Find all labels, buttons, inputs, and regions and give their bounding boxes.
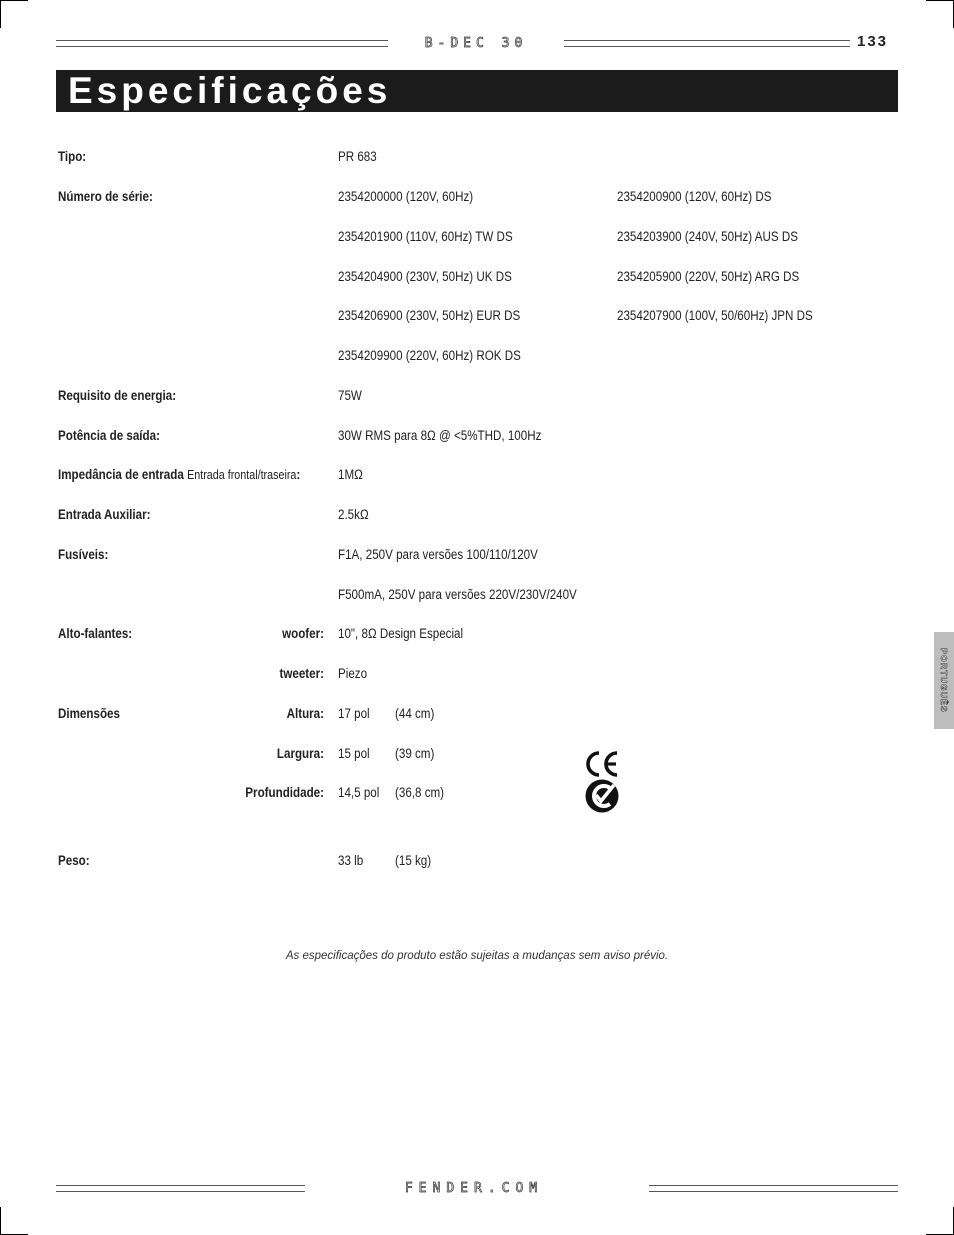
crop-mark [926,0,954,1]
spec-value-largura-in: 15 pol [338,746,370,761]
spec-value-energia: 75W [338,388,362,403]
spec-value-tweeter: Piezo [338,666,368,681]
page-title: Especificações [68,70,392,111]
serial-item: 2354207900 (100V, 50/60Hz) JPN DS [617,308,813,323]
spec-value-prof-cm: (36,8 cm) [395,785,445,800]
impedancia-label: Impedância de entrada [58,467,184,482]
spec-value-altura-cm: (44 cm) [395,706,435,721]
serial-item: 2354205900 (220V, 50Hz) ARG DS [617,269,800,284]
spec-value-fusiveis-1: F1A, 250V para versões 100/110/120V [338,547,538,562]
spec-value-impedancia: 1MΩ [338,467,363,482]
spec-label-fusiveis: Fusíveis: [58,547,109,562]
header-rule [564,40,850,47]
crop-mark [0,0,28,1]
serial-item: 2354200900 (120V, 60Hz) DS [617,189,772,204]
spec-label-alto-falantes: Alto-falantes: [58,626,133,641]
language-tab-label: PORTUGUÊS [939,648,949,713]
spec-sublabel-tweeter: tweeter: [279,666,324,681]
crop-mark [0,1207,1,1235]
title-bar [56,70,898,112]
spec-label-auxiliar: Entrada Auxiliar: [58,507,151,522]
spec-value-woofer: 10", 8Ω Design Especial [338,626,464,641]
crop-mark [0,0,1,28]
serial-item: 2354209900 (220V, 60Hz) ROK DS [338,348,521,363]
ce-mark-icon [584,750,620,778]
spec-value-auxiliar: 2.5kΩ [338,507,369,522]
spec-label-peso: Peso: [58,853,90,868]
spec-value-largura-cm: (39 cm) [395,746,435,761]
serial-item: 2354203900 (240V, 50Hz) AUS DS [617,229,798,244]
spec-sublabel-woofer: woofer: [282,626,324,641]
spec-sublabel-largura: Largura: [276,746,324,761]
spec-label-potencia: Potência de saída: [58,428,160,443]
spec-value-fusiveis-2: F500mA, 250V para versões 220V/230V/240V [338,587,577,602]
serial-item: 2354200000 (120V, 60Hz) [338,189,474,204]
header-rule [56,40,388,47]
spec-label-tipo: Tipo: [58,149,87,164]
spec-label-energia: Requisito de energia: [58,388,177,403]
spec-label-serie: Número de série: [58,189,153,204]
serial-item: 2354204900 (230V, 50Hz) UK DS [338,269,512,284]
spec-value-peso-lb: 33 lb [338,853,364,868]
header-brand: B-DEC 30 [424,36,528,51]
spec-value-altura-in: 17 pol [338,706,370,721]
language-side-tab [934,632,954,729]
c-tick-mark-icon [584,779,620,813]
spec-value-prof-in: 14,5 pol [338,785,380,800]
page-number: 133 [857,33,889,50]
spec-label-impedancia [58,467,300,482]
impedancia-sublabel: Entrada frontal/traseira [187,468,297,482]
impedancia-colon: : [296,467,301,482]
footer-brand: FENDER.COM [404,1181,544,1196]
serial-item: 2354206900 (230V, 50Hz) EUR DS [338,308,521,323]
serial-item: 2354201900 (110V, 60Hz) TW DS [338,229,513,244]
disclaimer: As especificações do produto estão sujeitas a mudanças sem aviso prévio. [285,950,669,962]
footer-rule [56,1185,305,1192]
spec-value-tipo: PR 683 [338,149,377,164]
spec-value-peso-kg: (15 kg) [395,853,432,868]
spec-sublabel-altura: Altura: [286,706,324,721]
spec-sublabel-profundidade: Profundidade: [245,785,324,800]
spec-label-dimensoes: Dimensões [58,706,120,721]
spec-value-potencia: 30W RMS para 8Ω @ <5%THD, 100Hz [338,428,542,443]
footer-rule [649,1185,898,1192]
